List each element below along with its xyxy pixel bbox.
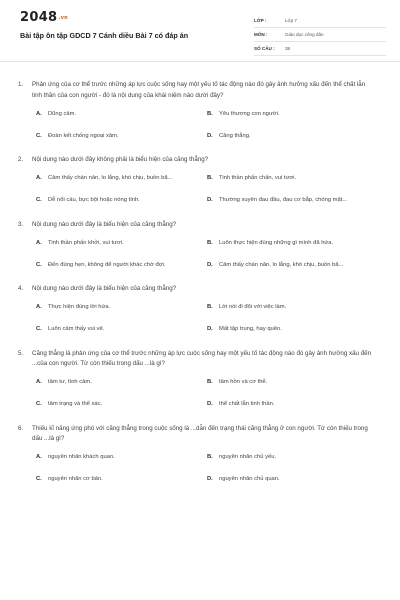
meta-value: Lớp 7 [285,18,297,23]
option-text: Tinh thần phấn chấn, vui tươi. [219,175,297,181]
question-text: Nội dung nào dưới đây không phải là biểu hiện của căng thẳng? [32,156,209,163]
option-a[interactable] [36,174,207,184]
option-text: nguyên nhân chủ yếu. [219,454,277,460]
option-b[interactable] [207,303,377,313]
option-letter: D. [207,476,213,482]
option-b[interactable] [207,453,377,463]
option-letter: B. [207,110,213,117]
option-text: nguyên nhân cơ bản. [48,476,103,482]
options-grid [36,174,386,206]
option-letter: A. [36,304,42,310]
meta-label: LỚP : [254,18,267,23]
options-grid [36,238,386,270]
option-text: Cảm thấy chán nản, lo lắng, khó chịu, buồn bã... [48,175,173,181]
option-b[interactable] [207,174,377,184]
option-text: nguyên nhân khách quan. [48,454,115,460]
options-grid [36,453,386,485]
question-number: 1. [18,81,24,88]
option-text: Căng thẳng. [219,132,251,139]
question-text: Phản ứng của cơ thể trước những áp lực cuộc sống hay một yếu tố tác động nào đó gây ảnh hưởng xấu đến thể chất lẫn tinh thần của con người - đó là nội dung của khái niệm nào dưới đây? [32,81,366,99]
option-letter: C. [36,326,42,332]
question-6 [18,424,386,485]
option-letter: B. [207,454,213,460]
option-letter: A. [36,175,42,181]
option-text: Dễ nổi cáu, bực bội hoặc nóng tính. [48,197,140,203]
meta-row-count [254,42,386,56]
question-number: 4. [18,285,24,292]
option-text: Lời nói đi đôi với việc làm. [219,304,287,310]
option-c[interactable] [36,475,207,485]
option-text: Thường xuyên đau đầu, đau cơ bắp, chóng mặt... [219,197,348,203]
option-letter: C. [36,132,42,139]
option-d[interactable] [207,260,377,270]
option-c[interactable] [36,260,207,270]
option-a[interactable] [36,303,207,313]
meta-label: SỐ CÂU : [254,46,275,51]
option-letter: D. [207,132,213,139]
option-text: Dũng cảm. [48,110,77,117]
meta-value: Giáo dục công dân [285,32,324,37]
option-d[interactable] [207,400,377,410]
option-letter: A. [36,110,42,117]
option-letter: B. [207,304,213,310]
meta-row-class [254,14,386,28]
option-letter: C. [36,261,42,268]
question-4 [18,284,386,335]
option-text: thể chất lẫn tinh thần. [219,401,275,407]
option-d[interactable] [207,325,377,335]
option-text: tâm hồn và cơ thể. [219,379,268,385]
option-text: Cảm thấy chán nản, lo lắng, khó chịu, buồn bã... [219,261,344,268]
option-text: Mất tập trung, hay quên. [219,326,282,332]
options-grid [36,378,386,410]
document-title: Bài tập ôn tập GDCD 7 Cánh diều Bài 7 có đáp án [20,31,189,40]
option-b[interactable] [207,109,377,119]
option-letter: D. [207,261,213,268]
option-letter: D. [207,197,213,203]
question-5 [18,349,386,410]
question-text: Căng thẳng là phản ứng của cơ thể trước những áp lực cuộc sống hay một yếu tố tác động nào đó gây ảnh hưởng xấu đến ...của con người. Từ còn thiếu trong dấu ...là gì? [32,349,372,367]
option-c[interactable] [36,131,207,141]
question-text: Nội dung nào dưới đây là biểu hiện của căng thẳng? [32,285,177,292]
question-text: Nội dung nào dưới đây là biểu hiện của căng thẳng? [32,220,177,228]
option-letter: A. [36,379,42,385]
option-c[interactable] [36,196,207,206]
option-letter: B. [207,239,213,246]
option-a[interactable] [36,453,207,463]
option-letter: D. [207,401,213,407]
logo-main: 2048 [20,10,58,25]
option-letter: A. [36,454,42,460]
option-text: Luôn thực hiện đúng những gì mình đã hứa. [219,239,334,246]
logo-tld: .vn [58,14,69,21]
question-2 [18,155,386,206]
option-a[interactable] [36,238,207,248]
question-number: 6. [18,424,24,432]
question-text: Thiếu kĩ năng ứng phó với căng thẳng trong cuộc sống là ...dẫn đến trạng thái căng thẳng ở con người. Từ còn thiếu trong dấu ...là gì? [32,424,368,442]
option-text: Thực hiện đúng lời hứa. [48,304,111,310]
option-text: tâm trạng và thể xác. [48,401,103,407]
option-text: Yêu thương con người. [219,110,280,117]
option-d[interactable] [207,475,377,485]
option-a[interactable] [36,109,207,119]
option-text: Luôn cảm thấy vui vẻ. [48,326,105,332]
question-3 [18,220,386,271]
option-letter: B. [207,175,213,181]
option-b[interactable] [207,378,377,388]
option-letter: A. [36,239,42,246]
meta-value: 38 [285,46,291,51]
option-letter: C. [36,197,42,203]
page-header [0,0,400,62]
question-list [0,62,400,485]
option-text: Tinh thần phấn khởi, vui tươi. [48,239,124,246]
options-grid [36,109,386,141]
options-grid [36,303,386,335]
option-text: nguyên nhân chủ quan. [219,476,280,482]
option-d[interactable] [207,196,377,206]
question-number: 5. [18,349,24,357]
option-letter: C. [36,401,42,407]
meta-label: MÔN : [254,32,268,37]
option-letter: B. [207,379,213,385]
option-c[interactable] [36,325,207,335]
option-a[interactable] [36,378,207,388]
option-letter: D. [207,326,213,332]
question-number: 2. [18,156,24,163]
question-number: 3. [18,220,24,228]
option-text: Đến đúng hẹn, không để người khác chờ đợi. [48,261,166,268]
option-text: tâm tư, tình cảm. [48,379,92,385]
option-c[interactable] [36,400,207,410]
option-d[interactable] [207,131,377,141]
option-b[interactable] [207,238,377,248]
document-meta-table [254,14,386,56]
option-letter: C. [36,476,42,482]
option-text: Đoàn kết chống ngoại xâm. [48,132,119,139]
question-1 [18,80,386,141]
meta-row-subject [254,28,386,42]
